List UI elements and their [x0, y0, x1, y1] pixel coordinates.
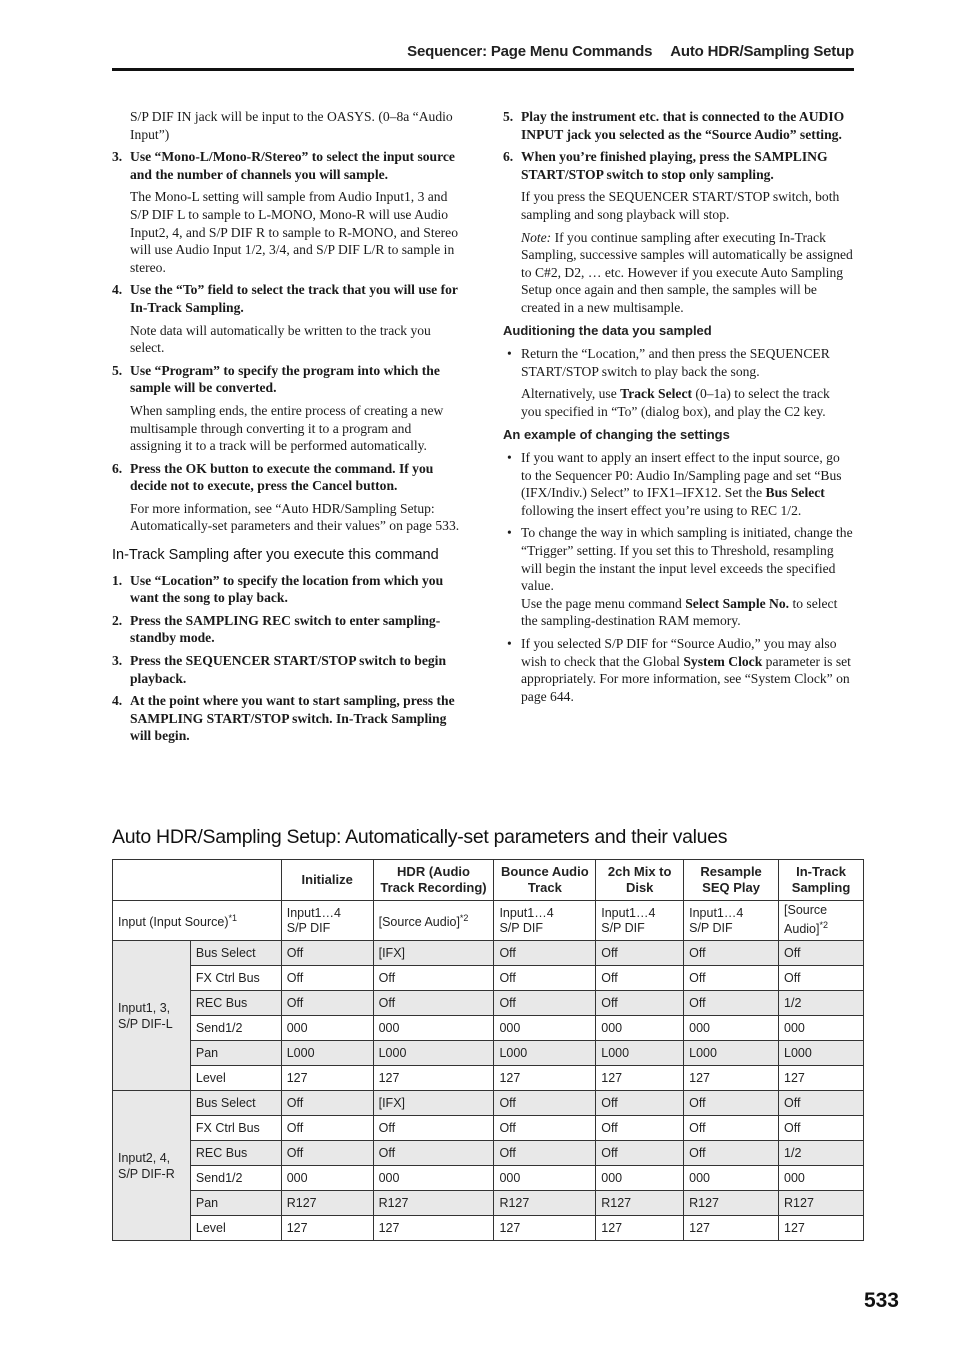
table-cell: Off	[684, 1116, 779, 1141]
table-cell: Off	[596, 966, 684, 991]
table-cell: [IFX]	[373, 1091, 494, 1116]
table-row	[113, 1141, 864, 1166]
cell-line: S/P DIF	[689, 920, 733, 935]
table-cell: R127	[596, 1191, 684, 1216]
group-label	[113, 1091, 191, 1241]
table-cell: Off	[596, 1091, 684, 1116]
step-body: For more information, see “Auto HDR/Sampling Setup: Automatically-set parameters and their values” on page 533.	[130, 500, 460, 534]
table-cell: Off	[596, 941, 684, 966]
param-cell: Send1/2	[190, 1166, 281, 1191]
table-cell: 000	[596, 1016, 684, 1041]
table-cell	[494, 901, 596, 941]
table-cell: L000	[779, 1041, 864, 1066]
step-6	[503, 148, 853, 183]
step-body: The Mono-L setting will sample from Audio Input1, 3 and S/P DIF L to sample to L-MONO, Mono-R will use Audio Input2, 4, and S/P DIF R to sample to R-MONO, and Stereo will use Audio Input 1/2, 3/4, and S/P DIF L/R to sample in stereo.	[130, 189, 458, 275]
param-cell: Bus Select	[190, 941, 281, 966]
table-cell: 000	[494, 1166, 596, 1191]
cell-line: S/P DIF	[286, 920, 331, 935]
header-section: Sequencer: Page Menu Commands	[407, 43, 653, 60]
param-cell: Send1/2	[190, 1016, 281, 1041]
step-number: 5.	[112, 362, 123, 378]
bullet-mark: •	[507, 346, 512, 362]
table-cell: 127	[596, 1216, 684, 1241]
table-cell: R127	[494, 1191, 596, 1216]
table-cell: L000	[373, 1041, 494, 1066]
param-cell: Bus Select	[190, 1091, 281, 1116]
table-cell: R127	[779, 1191, 864, 1216]
table-cell: Off	[494, 1091, 596, 1116]
text-run: (0–1a) to select the track you specified in “To” (dialog box), and play the C2 key.	[521, 386, 830, 419]
table-cell: Off	[684, 966, 779, 991]
column-header: Initialize	[281, 860, 373, 901]
step-body: If you press the SEQUENCER START/STOP switch, both sampling and song playback will stop.	[521, 189, 840, 222]
example-heading: An example of changing the settings	[503, 426, 730, 442]
list-item	[503, 635, 853, 705]
table-row	[113, 901, 864, 941]
table-cell: Off	[779, 1116, 864, 1141]
table-row	[113, 1191, 864, 1216]
cell-line: Input1…4	[286, 905, 341, 920]
param-cell: Level	[190, 1066, 281, 1091]
cell-line: Input1…4	[601, 905, 656, 920]
table-cell: 000	[779, 1016, 864, 1041]
table-cell: 127	[494, 1216, 596, 1241]
step-5	[503, 108, 853, 143]
list-item	[503, 345, 853, 380]
column-header: Bounce Audio Track	[494, 860, 596, 901]
table-cell: Off	[684, 941, 779, 966]
table-cell: Off	[596, 991, 684, 1016]
table-cell: 127	[373, 1216, 494, 1241]
table-cell: Off	[779, 941, 864, 966]
table-cell: 127	[373, 1066, 494, 1091]
table-cell: Off	[373, 1141, 494, 1166]
table-cell: Off	[373, 991, 494, 1016]
table-cell: Off	[281, 1141, 373, 1166]
table-row	[113, 966, 864, 991]
table-cell	[684, 901, 779, 941]
table-cell: 1/2	[779, 1141, 864, 1166]
param-cell: REC Bus	[190, 1141, 281, 1166]
footnote-ref: *2	[459, 912, 469, 923]
step-text: Use “Program” to specify the program into which the sample will be converted.	[130, 362, 440, 396]
table-cell: R127	[373, 1191, 494, 1216]
table-cell: Off	[494, 991, 596, 1016]
cell-line: Input2, 4,	[118, 1150, 171, 1165]
note-text: If you continue sampling after executing In-Track Sampling, successive samples will automatically be assigned to C#2, D2, … etc. However if you execute Auto Sampling Setup once again and then sample, the samples will be created in a new multisample.	[521, 229, 853, 315]
cell-line: Input1, 3,	[118, 1000, 171, 1015]
cell-line: [Source Audio]	[378, 915, 460, 930]
table-row	[113, 991, 864, 1016]
step-1	[112, 572, 462, 607]
bullet-mark: •	[507, 636, 512, 652]
param-name: System Clock	[683, 653, 763, 669]
table-cell: [IFX]	[373, 941, 494, 966]
table-cell: 127	[596, 1066, 684, 1091]
table-cell: Off	[684, 1141, 779, 1166]
step-text: At the point where you want to start sampling, press the SAMPLING START/STOP switch. In-Track Sampling will begin.	[130, 693, 455, 744]
cell-line: Audio]	[784, 922, 820, 937]
table-cell: R127	[684, 1191, 779, 1216]
cell-line: S/P DIF-L	[118, 1016, 173, 1031]
audition-heading: Auditioning the data you sampled	[503, 322, 712, 338]
table-cell: 000	[779, 1166, 864, 1191]
column-header: Resample SEQ Play	[684, 860, 779, 901]
step-body: Note data will automatically be written to the track you select.	[130, 322, 431, 356]
table-cell: 000	[281, 1166, 373, 1191]
table-cell: 127	[779, 1066, 864, 1091]
table-cell: 000	[684, 1016, 779, 1041]
step-number: 3.	[112, 653, 123, 669]
table-cell: 000	[494, 1016, 596, 1041]
table-cell: Off	[281, 1116, 373, 1141]
table-row	[113, 1116, 864, 1141]
table-cell: Off	[373, 1116, 494, 1141]
param-cell: Level	[190, 1216, 281, 1241]
list-item	[503, 449, 853, 519]
table-cell: Off	[281, 1091, 373, 1116]
table-cell: 000	[373, 1166, 494, 1191]
column-header: HDR (Audio Track Recording)	[373, 860, 494, 901]
param-name: Bus Select	[765, 485, 825, 501]
text-run: following the insert effect you’re using to REC 1/2.	[521, 502, 802, 518]
table-row	[113, 1166, 864, 1191]
note-label: Note:	[521, 229, 552, 245]
header-titles	[389, 43, 854, 60]
param-name: Track Select	[620, 386, 693, 402]
group-label	[113, 941, 191, 1091]
column-header: In-Track Sampling	[779, 860, 864, 901]
text-run: If you selected S/P DIF for “Source Audio,” you may also wish to check that the Global	[521, 636, 837, 669]
table-cell: R127	[281, 1191, 373, 1216]
step-text: Press the SAMPLING REC switch to enter sampling-standby mode.	[130, 612, 441, 646]
footnote-ref: *1	[228, 912, 237, 923]
step-number: 1.	[112, 572, 123, 588]
text-run: To change the way in which sampling is initiated, change the “Trigger” setting. If you set this to Threshold, resampling will begin the instant the input level exceeds the specified value.	[521, 525, 853, 594]
text-run: to select the sampling-destination RAM memory.	[521, 595, 838, 629]
step-number: 6.	[503, 149, 514, 165]
table-cell: 127	[494, 1066, 596, 1091]
step-4	[112, 281, 462, 316]
table-cell: 127	[684, 1066, 779, 1091]
table-cell: Off	[494, 1141, 596, 1166]
header-topic: Auto HDR/Sampling Setup	[670, 43, 854, 60]
table-cell: 127	[684, 1216, 779, 1241]
step-number: 4.	[112, 693, 123, 709]
note	[503, 229, 853, 317]
table-cell: L000	[494, 1041, 596, 1066]
table-cell: L000	[596, 1041, 684, 1066]
audition-alt	[503, 385, 853, 420]
table-cell: Off	[281, 991, 373, 1016]
param-cell: Pan	[190, 1191, 281, 1216]
bullet-mark: •	[507, 525, 512, 541]
text-run: parameter is set appropriately. For more information, see “System Clock” on page 644.	[521, 653, 851, 704]
intro-continuation: S/P DIF IN jack will be input to the OASYS. (0–8a “Audio Input”)	[130, 109, 453, 142]
table-row	[113, 1041, 864, 1066]
table-cell: Off	[281, 941, 373, 966]
running-header	[112, 40, 854, 71]
step-number: 3.	[112, 149, 123, 165]
column-header: 2ch Mix to Disk	[596, 860, 684, 901]
table-row	[113, 1066, 864, 1091]
table-cell	[373, 901, 494, 941]
table-cell: Off	[494, 941, 596, 966]
cell-line: Input1…4	[689, 905, 744, 920]
header-empty	[113, 860, 282, 901]
table-cell: Off	[494, 1116, 596, 1141]
command-name: Select Sample No.	[685, 595, 790, 611]
step-text: Use the “To” field to select the track that you will use for In-Track Sampling.	[130, 282, 458, 315]
table-header-row	[113, 860, 864, 901]
table-cell: Off	[779, 966, 864, 991]
table-title: Auto HDR/Sampling Setup: Automatically-set parameters and their values	[112, 826, 728, 848]
bullet-mark: •	[507, 450, 512, 466]
table-row	[113, 1216, 864, 1241]
cell-line: S/P DIF	[601, 920, 645, 935]
table-cell	[596, 901, 684, 941]
cell-line: [Source	[784, 903, 828, 918]
param-cell: REC Bus	[190, 991, 281, 1016]
step-5	[112, 362, 462, 397]
left-column	[112, 108, 462, 750]
table-cell: 000	[281, 1016, 373, 1041]
text-run: Alternatively, use	[521, 386, 621, 402]
table-cell: Off	[684, 991, 779, 1016]
row-label	[113, 901, 282, 941]
step-4	[112, 692, 462, 745]
step-2	[112, 612, 462, 647]
step-text: When you’re finished playing, press the SAMPLING START/STOP switch to stop only sampling.	[521, 149, 828, 182]
table-cell: 1/2	[779, 991, 864, 1016]
step-number: 6.	[112, 460, 123, 476]
step-text: Use “Mono-L/Mono-R/Stereo” to select the input source and the number of channels you will sample.	[130, 149, 455, 182]
step-text: Play the instrument etc. that is connected to the AUDIO INPUT jack you selected as the “Source Audio” setting.	[521, 109, 845, 142]
table-cell: 000	[684, 1166, 779, 1191]
table-cell: Off	[373, 966, 494, 991]
section-heading: In-Track Sampling after you execute this command	[112, 547, 439, 564]
param-cell: FX Ctrl Bus	[190, 966, 281, 991]
step-text: Press the SEQUENCER START/STOP switch to begin playback.	[130, 653, 447, 686]
cell-text: Input (Input Source)	[118, 915, 229, 930]
table-cell: Off	[684, 1091, 779, 1116]
cell-line: S/P DIF	[499, 920, 543, 935]
table-cell: Off	[596, 1116, 684, 1141]
table-cell: Off	[779, 1091, 864, 1116]
step-6	[112, 460, 462, 495]
table-cell: L000	[281, 1041, 373, 1066]
param-cell: Pan	[190, 1041, 281, 1066]
step-text: Press the OK button to execute the command. If you decide not to execute, press the Cancel button.	[130, 460, 434, 494]
table-cell: Off	[494, 966, 596, 991]
table-row	[113, 1016, 864, 1041]
list-item	[503, 524, 853, 630]
table-cell: L000	[684, 1041, 779, 1066]
cell-line: Input1…4	[499, 905, 554, 920]
cell-line: S/P DIF-R	[118, 1166, 175, 1181]
parameters-table	[112, 859, 864, 1241]
param-cell: FX Ctrl Bus	[190, 1116, 281, 1141]
table-cell: 127	[281, 1066, 373, 1091]
bullet-text: Return the “Location,” and then press the SEQUENCER START/STOP switch to play back the song.	[521, 346, 830, 379]
footnote-ref: *2	[819, 920, 828, 931]
table-row	[113, 1091, 864, 1116]
step-number: 5.	[503, 109, 514, 124]
table-cell: 127	[281, 1216, 373, 1241]
text-run: If you want to apply an insert effect to the input source, go to the Sequencer P0: Audio In/Sampling page and set “Bus (IFX/Indiv.) Select” to IFX1–IFX12. Set the	[521, 450, 842, 501]
table-cell	[779, 901, 864, 941]
table-cell: 000	[596, 1166, 684, 1191]
step-number: 4.	[112, 282, 123, 298]
step-body: When sampling ends, the entire process of creating a new multisample through converting it to a program and assigning it to a track will be performed automatically.	[130, 402, 444, 454]
text-run: Use the page menu command	[521, 595, 686, 611]
step-text: Use “Location” to specify the location from which you want the song to play back.	[130, 572, 444, 606]
table-cell	[281, 901, 373, 941]
step-3	[112, 652, 462, 687]
right-column	[503, 108, 853, 710]
table-row	[113, 941, 864, 966]
table-cell: Off	[596, 1141, 684, 1166]
page-number: 533	[863, 1289, 899, 1312]
step-number: 2.	[112, 612, 123, 628]
table-cell: 000	[373, 1016, 494, 1041]
step-3	[112, 148, 462, 183]
table-cell: 127	[779, 1216, 864, 1241]
table-cell: Off	[281, 966, 373, 991]
